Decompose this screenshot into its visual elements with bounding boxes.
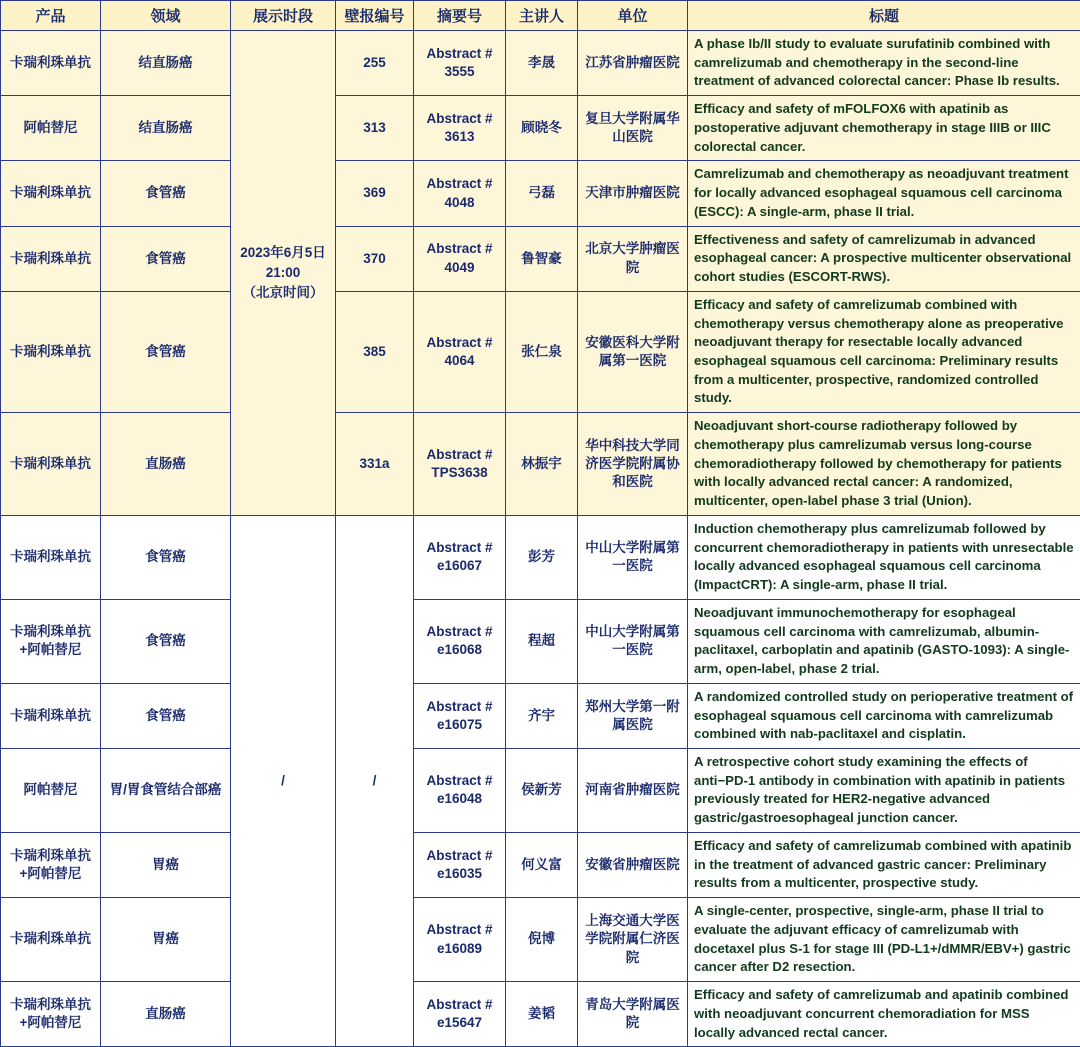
- cell-organization: 北京大学肿瘤医院: [578, 226, 688, 291]
- abstract-label: Abstract #: [420, 334, 499, 352]
- cell-poster-number: 385: [336, 291, 414, 412]
- abstract-value: e16067: [420, 557, 499, 575]
- time-line-1: 2023年6月5日: [237, 243, 329, 263]
- table-row: [1, 982, 1080, 1047]
- cell-organization: 复旦大学附属华山医院: [578, 96, 688, 161]
- abstract-value: e16035: [420, 865, 499, 883]
- cell-poster-number: 313: [336, 96, 414, 161]
- cell-abstract-number: [414, 291, 506, 412]
- cell-organization: 安徽医科大学附属第一医院: [578, 291, 688, 412]
- column-header-poster-number: 壁报编号: [336, 1, 414, 31]
- cell-abstract-number: [414, 683, 506, 748]
- cell-product: 卡瑞利珠单抗: [1, 291, 101, 412]
- table-row: [1, 413, 1080, 516]
- abstract-label: Abstract #: [420, 772, 499, 790]
- cell-speaker: 李晟: [506, 31, 578, 96]
- cell-field: 胃癌: [101, 898, 231, 982]
- column-header-field: 领域: [101, 1, 231, 31]
- cell-speaker: 林振宇: [506, 413, 578, 516]
- cell-title: Efficacy and safety of camrelizumab combined with chemotherapy versus chemotherapy alone as preoperative neoadjuvant therapy for resectable locally advanced esophageal squamous cell carcinoma: Preliminary results from a multicenter, prospective, randomized controlled study.: [688, 291, 1080, 412]
- abstract-value: 4049: [420, 259, 499, 277]
- abstract-value: e16068: [420, 641, 499, 659]
- cell-field: 结直肠癌: [101, 96, 231, 161]
- cell-title: Efficacy and safety of mFOLFOX6 with apatinib as postoperative adjuvant chemotherapy in stage IIIB or IIIC colorectal cancer.: [688, 96, 1080, 161]
- abstract-label: Abstract #: [420, 175, 499, 193]
- column-header-organization: 单位: [578, 1, 688, 31]
- cell-time-merged: [231, 31, 336, 516]
- cell-organization: 青岛大学附属医院: [578, 982, 688, 1047]
- cell-title: Neoadjuvant immunochemotherapy for esophageal squamous cell carcinoma with camrelizumab, albumin-paclitaxel, carboplatin and apatinib (GASTO-1093): A single-arm, open-label, phase 2 trial.: [688, 599, 1080, 683]
- table-row: [1, 599, 1080, 683]
- abstract-value: TPS3638: [420, 464, 499, 482]
- cell-poster-number: 369: [336, 161, 414, 226]
- cell-organization: 郑州大学第一附属医院: [578, 683, 688, 748]
- cell-field: 食管癌: [101, 226, 231, 291]
- cell-title: Effectiveness and safety of camrelizumab in advanced esophageal cancer: A prospective multicenter observational cohort studies (ESCORT-RWS).: [688, 226, 1080, 291]
- column-header-speaker: 主讲人: [506, 1, 578, 31]
- cell-title: Induction chemotherapy plus camrelizumab followed by concurrent chemoradiotherapy in patients with unresectable locally advanced esophageal squamous cell carcinoma (ImpactCRT): A single-arm, phase II trial.: [688, 515, 1080, 599]
- cell-abstract-number: [414, 31, 506, 96]
- cell-poster-number: 331a: [336, 413, 414, 516]
- cell-speaker: 侯新芳: [506, 748, 578, 832]
- abstract-label: Abstract #: [420, 446, 499, 464]
- header-row: [1, 1, 1080, 31]
- cell-organization: 安徽省肿瘤医院: [578, 832, 688, 897]
- cell-field: 食管癌: [101, 161, 231, 226]
- cell-organization: 江苏省肿瘤医院: [578, 31, 688, 96]
- cell-speaker: 何义富: [506, 832, 578, 897]
- table-row: [1, 898, 1080, 982]
- time-line-2: 21:00: [237, 263, 329, 283]
- cell-abstract-number: [414, 413, 506, 516]
- abstract-label: Abstract #: [420, 45, 499, 63]
- column-header-title: 标题: [688, 1, 1080, 31]
- cell-product: 卡瑞利珠单抗+阿帕替尼: [1, 982, 101, 1047]
- cell-abstract-number: [414, 748, 506, 832]
- cell-organization: 华中科技大学同济医学院附属协和医院: [578, 413, 688, 516]
- cell-field: 食管癌: [101, 683, 231, 748]
- abstract-label: Abstract #: [420, 110, 499, 128]
- cell-product: 卡瑞利珠单抗+阿帕替尼: [1, 832, 101, 897]
- cell-poster-number: 255: [336, 31, 414, 96]
- cell-organization: 天津市肿瘤医院: [578, 161, 688, 226]
- cell-title: A randomized controlled study on perioperative treatment of esophageal squamous cell carcinoma with camrelizumab combined with nab-paclitaxel and cisplatin.: [688, 683, 1080, 748]
- abstract-value: 4064: [420, 352, 499, 370]
- cell-time-merged-2: /: [231, 515, 336, 1046]
- cell-product: 卡瑞利珠单抗: [1, 515, 101, 599]
- abstract-value: e16075: [420, 716, 499, 734]
- cell-title: Efficacy and safety of camrelizumab combined with apatinib in the treatment of advanced gastric cancer: Preliminary results from a multicenter, prospective study.: [688, 832, 1080, 897]
- cell-title: Efficacy and safety of camrelizumab and apatinib combined with neoadjuvant concurrent chemoradiation for MSS locally advanced rectal cancer.: [688, 982, 1080, 1047]
- cell-title: A phase Ib/II study to evaluate surufatinib combined with camrelizumab and chemotherapy in the second-line treatment of advanced colorectal cancer: Phase Ib results.: [688, 31, 1080, 96]
- cell-speaker: 程超: [506, 599, 578, 683]
- table-row: [1, 832, 1080, 897]
- time-line-3: （北京时间）: [237, 283, 329, 303]
- cell-abstract-number: [414, 96, 506, 161]
- cell-product: 卡瑞利珠单抗+阿帕替尼: [1, 599, 101, 683]
- abstract-label: Abstract #: [420, 847, 499, 865]
- cell-abstract-number: [414, 161, 506, 226]
- table-header: [1, 1, 1080, 31]
- cell-speaker: 倪博: [506, 898, 578, 982]
- table-row: [1, 291, 1080, 412]
- cell-abstract-number: [414, 515, 506, 599]
- table-row: [1, 748, 1080, 832]
- cell-organization: 中山大学附属第一医院: [578, 515, 688, 599]
- cell-speaker: 弓磊: [506, 161, 578, 226]
- table-row: [1, 226, 1080, 291]
- abstract-label: Abstract #: [420, 996, 499, 1014]
- cell-organization: 河南省肿瘤医院: [578, 748, 688, 832]
- abstract-value: e15647: [420, 1014, 499, 1032]
- cell-field: 胃/胃食管结合部癌: [101, 748, 231, 832]
- abstract-value: 3613: [420, 128, 499, 146]
- cell-field: 直肠癌: [101, 982, 231, 1047]
- cell-field: 食管癌: [101, 599, 231, 683]
- cell-product: 卡瑞利珠单抗: [1, 683, 101, 748]
- cell-product: 卡瑞利珠单抗: [1, 31, 101, 96]
- table-row: [1, 161, 1080, 226]
- table-row: [1, 515, 1080, 599]
- cell-title: A single-center, prospective, single-arm, phase II trial to evaluate the adjuvant efficacy of camrelizumab with docetaxel plus S-1 for stage III (PD-L1+/dMMR/EBV+) gastric cancer after D2 resection.: [688, 898, 1080, 982]
- cell-product: 卡瑞利珠单抗: [1, 161, 101, 226]
- abstract-label: Abstract #: [420, 240, 499, 258]
- cell-speaker: 顾晓冬: [506, 96, 578, 161]
- cell-field: 直肠癌: [101, 413, 231, 516]
- cell-product: 阿帕替尼: [1, 748, 101, 832]
- abstract-value: 3555: [420, 63, 499, 81]
- table-body: [1, 31, 1080, 1047]
- cell-speaker: 彭芳: [506, 515, 578, 599]
- abstract-label: Abstract #: [420, 623, 499, 641]
- abstract-label: Abstract #: [420, 539, 499, 557]
- abstract-label: Abstract #: [420, 921, 499, 939]
- cell-title: A retrospective cohort study examining the effects of anti−PD-1 antibody in combination with apatinib in patients previously treated for HER2-negative advanced gastric/gastroesophageal junction cancer.: [688, 748, 1080, 832]
- column-header-abstract-number: 摘要号: [414, 1, 506, 31]
- table-row: [1, 31, 1080, 96]
- abstract-label: Abstract #: [420, 698, 499, 716]
- cell-product: 卡瑞利珠单抗: [1, 898, 101, 982]
- cell-abstract-number: [414, 226, 506, 291]
- cell-product: 卡瑞利珠单抗: [1, 226, 101, 291]
- cell-field: 结直肠癌: [101, 31, 231, 96]
- cell-abstract-number: [414, 898, 506, 982]
- cell-poster-number: 370: [336, 226, 414, 291]
- cell-field: 食管癌: [101, 515, 231, 599]
- cell-field: 食管癌: [101, 291, 231, 412]
- table-row: [1, 96, 1080, 161]
- column-header-product: 产品: [1, 1, 101, 31]
- cell-title: Camrelizumab and chemotherapy as neoadjuvant treatment for locally advanced esophageal squamous cell carcinoma (ESCC): A single-arm, phase II trial.: [688, 161, 1080, 226]
- cell-speaker: 鲁智豪: [506, 226, 578, 291]
- cell-poster-merged-2: /: [336, 515, 414, 1046]
- cell-product: 阿帕替尼: [1, 96, 101, 161]
- cell-title: Neoadjuvant short-course radiotherapy followed by chemotherapy plus camrelizumab versus long-course chemoradiotherapy followed by chemotherapy for patients with locally advanced rectal cancer: A randomized, multicenter, open-label phase 3 trial (Union).: [688, 413, 1080, 516]
- column-header-time: 展示时段: [231, 1, 336, 31]
- abstract-value: 4048: [420, 194, 499, 212]
- cell-abstract-number: [414, 599, 506, 683]
- cell-abstract-number: [414, 832, 506, 897]
- cell-abstract-number: [414, 982, 506, 1047]
- table-row: [1, 683, 1080, 748]
- cell-product: 卡瑞利珠单抗: [1, 413, 101, 516]
- cell-organization: 上海交通大学医学院附属仁济医院: [578, 898, 688, 982]
- cell-organization: 中山大学附属第一医院: [578, 599, 688, 683]
- cell-field: 胃癌: [101, 832, 231, 897]
- abstract-value: e16048: [420, 790, 499, 808]
- abstract-value: e16089: [420, 940, 499, 958]
- cell-speaker: 张仁泉: [506, 291, 578, 412]
- cell-speaker: 姜韬: [506, 982, 578, 1047]
- cell-speaker: 齐宇: [506, 683, 578, 748]
